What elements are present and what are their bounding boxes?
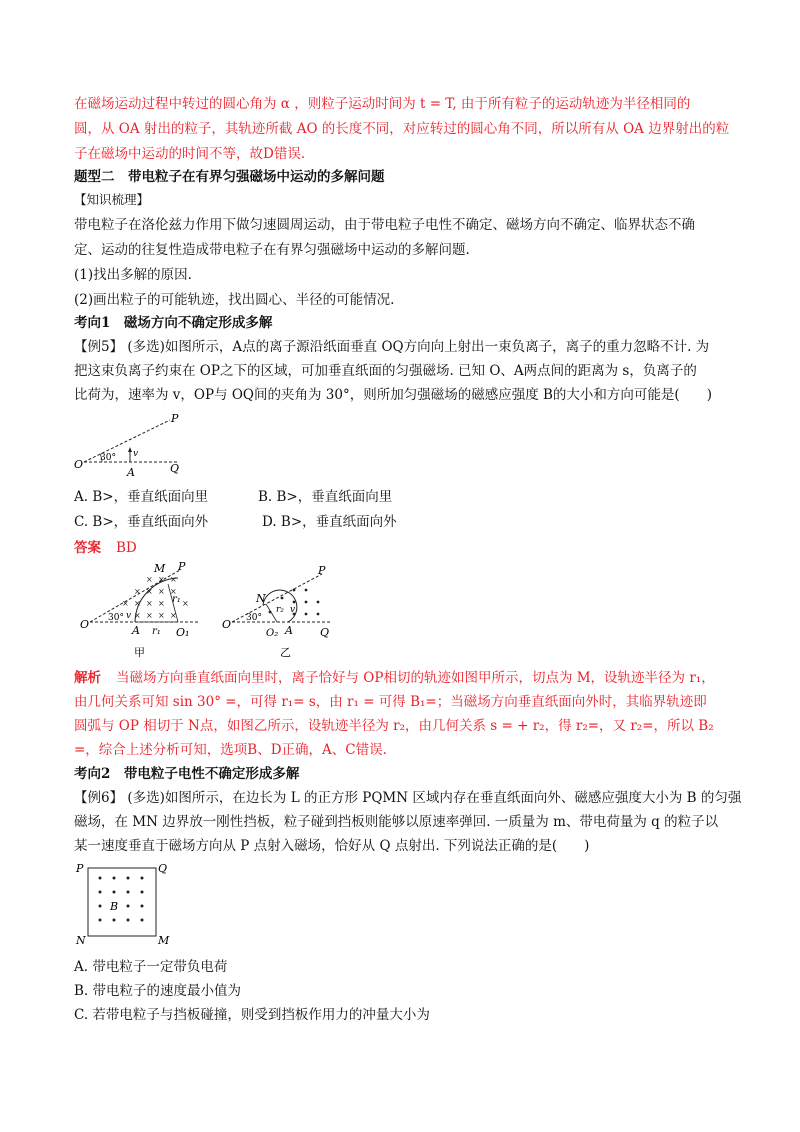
svg-text:×: × — [158, 599, 165, 608]
fig2-jia-caption: 甲 — [134, 646, 145, 659]
intro-line-1: 在磁场运动过程中转过的圆心角为 α ，则粒子运动时间为 t = T, 由于所有粒子的运动轨迹为半径相同的 — [74, 96, 691, 112]
example5-line-2: 把这束负离子约束在 OP之下的区域，可加垂直纸面的匀强磁场. 已知 O、A两点间的距离为 s，负离子的 — [74, 363, 697, 379]
example6-figure — [72, 860, 172, 946]
knowledge-line-2: 定、运动的往复性造成带电粒子在有界匀强磁场中运动的多解问题. — [74, 242, 470, 258]
fig2-yi-caption: 乙 — [280, 646, 291, 659]
svg-text:×: × — [146, 599, 153, 608]
fig2-yi-angle: 30° — [246, 613, 262, 623]
svg-text:×: × — [134, 599, 141, 608]
fig2-yi-v: v — [290, 605, 296, 615]
example6-line-2: 磁场，在 MN 边界放一刚性挡板，粒子碰到挡板则能够以原速率弹回. 一质量为 m、带电荷量为 q 的粒子以 — [74, 814, 719, 830]
svg-text:×: × — [134, 611, 141, 620]
knowledge-tag: 【知识梳理】 — [74, 192, 150, 207]
svg-text:×: × — [170, 611, 177, 620]
fig2-jia-r1b: r₁ — [172, 594, 181, 605]
analysis-label: 解析 — [74, 670, 101, 686]
fig2-yi-o2: O₂ — [266, 628, 279, 639]
fig1-label-p: P — [171, 412, 179, 425]
svg-text:×: × — [146, 575, 153, 584]
svg-text:×: × — [122, 599, 129, 608]
answer-figure — [80, 562, 360, 662]
example5-line-3: 比荷为，速率为 v，OP与 OQ间的夹角为 30°，则所加匀强磁场的磁感应强度 B的大小和方向可能是( ) — [74, 387, 712, 403]
fig1-label-a: A — [127, 466, 135, 479]
intro-line-2: 圆，从 OA 射出的粒子，其轨迹所截 AO 的长度不同，对应转过的圆心角不同，所以所有从 OA 边界射出的粒 — [74, 121, 730, 137]
fig1-label-angle: 30° — [100, 453, 116, 463]
fig2-jia-v: v — [126, 611, 132, 621]
svg-text:×: × — [146, 587, 153, 596]
fig3-label-n: N — [76, 934, 86, 946]
fig2-jia-r1: r₁ — [152, 626, 161, 637]
figure-jia — [80, 562, 198, 659]
svg-text:×: × — [170, 587, 177, 596]
example6-line-3: 某一速度垂直于磁场方向从 P 点射入磁场，恰好从 Q 点射出. 下列说法正确的是( ) — [74, 838, 590, 854]
aspect1-title: 考向1 磁场方向不确定形成多解 — [74, 315, 273, 331]
fig2-yi-n: N — [256, 592, 266, 605]
example5-line-1: 【例5】 (多选)如图所示，A点的离子源沿纸面垂直 OQ方向向上射出一束负离子，离子的重力忽略不计. 为 — [74, 339, 710, 355]
answer-value: BD — [116, 540, 137, 556]
fig1-label-q: Q — [170, 462, 180, 475]
fig2-yi-p: P — [318, 564, 326, 577]
example6-line-1: 【例6】 (多选)如图所示，在边长为 L 的正方形 PQMN 区域内存在垂直纸面向外、磁感应强度大小为 B 的匀强 — [74, 790, 742, 806]
fig2-jia-m: M — [154, 562, 166, 575]
analysis-line-4: =，综合上述分析可知，选项B、D正确，A、C错误. — [74, 742, 387, 758]
fig1-label-o: O — [74, 458, 84, 471]
intro-line-3: 子在磁场中运动的时间不等，故D错误. — [74, 146, 306, 162]
knowledge-line-3: (1)找出多解的原因. — [74, 267, 192, 283]
fig2-jia-p: P — [178, 562, 186, 573]
section-title: 题型二 带电粒子在有界匀强磁场中运动的多解问题 — [74, 169, 385, 185]
fig3-label-q: Q — [158, 862, 168, 875]
aspect2-title: 考向2 带电粒子电性不确定形成多解 — [74, 766, 300, 782]
svg-text:×: × — [134, 587, 141, 596]
fig2-yi-a: A — [285, 624, 293, 637]
svg-text:×: × — [182, 599, 189, 608]
example5-figure — [72, 410, 202, 482]
example5-option-d: D. B>，垂直纸面向外 — [262, 514, 397, 530]
example6-option-b: B. 带电粒子的速度最小值为 — [74, 983, 242, 999]
fig2-yi-q: Q — [320, 626, 330, 639]
example5-option-a: A. B>，垂直纸面向里 — [74, 489, 209, 505]
fig2-yi-o: O — [222, 618, 232, 631]
example6-option-a: A. 带电粒子一定带负电荷 — [74, 959, 228, 975]
fig2-jia-angle: 30° — [108, 613, 124, 623]
svg-text:×: × — [158, 587, 165, 596]
fig2-yi-r2: r₂ — [276, 605, 284, 615]
svg-text:×: × — [158, 611, 165, 620]
analysis-line-3: 圆弧与 OP 相切于 N点，如图乙所示，设轨迹半径为 r₂，由几何关系 s = + r₂，得 r₂=，又 r₂=，所以 B₂ — [74, 718, 714, 734]
fig2-jia-o1: O₁ — [176, 626, 190, 639]
example6-option-c: C. 若带电粒子与挡板碰撞，则受到挡板作用力的冲量大小为 — [74, 1007, 430, 1023]
svg-text:×: × — [170, 575, 177, 584]
example5-option-c: C. B>，垂直纸面向外 — [74, 514, 209, 530]
fig3-label-b: B — [110, 900, 119, 913]
fig3-label-m: M — [158, 934, 170, 946]
fig2-jia-o: O — [80, 618, 90, 631]
knowledge-line-1: 带电粒子在洛伦兹力作用下做匀速圆周运动，由于带电粒子电性不确定、磁场方向不确定、临界状态不确 — [74, 217, 695, 233]
fig2-jia-a: A — [132, 624, 140, 637]
svg-text:×: × — [158, 575, 165, 584]
knowledge-line-4: (2)画出粒子的可能轨迹，找出圆心、半径的可能情况. — [74, 292, 395, 308]
fig1-label-v: v — [133, 449, 139, 459]
svg-text:×: × — [146, 611, 153, 620]
example5-option-b: B. B>，垂直纸面向里 — [258, 489, 393, 505]
analysis-line-1: 当磁场方向垂直纸面向里时，离子恰好与 OP相切的轨迹如图甲所示，切点为 M，设轨迹半径为 r₁， — [116, 670, 715, 686]
fig3-label-p: P — [76, 862, 84, 875]
figure-yi — [222, 564, 330, 659]
analysis-line-2: 由几何关系可知 sin 30° =，可得 r₁= s，由 r₁ = 可得 B₁=；当磁场方向垂直纸面向外时，其临界轨迹即 — [74, 694, 707, 710]
answer-label: 答案 — [74, 540, 101, 556]
